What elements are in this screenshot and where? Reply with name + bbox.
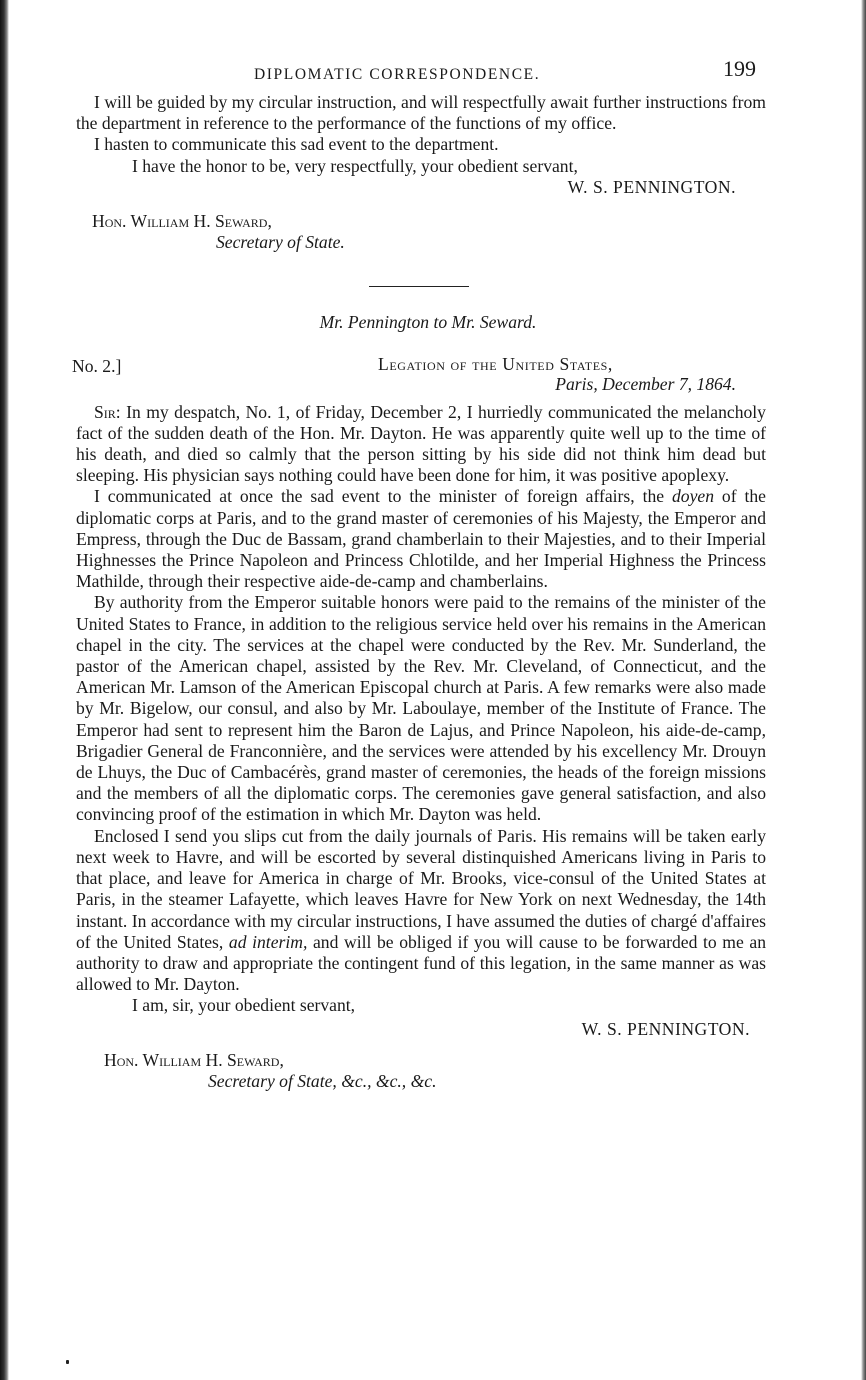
page-binding-edge [0,0,9,1380]
signature: W. S. PENNINGTON. [581,1018,750,1039]
letter-1-continuation [76,92,766,253]
italic-term: ad interim, [228,931,308,952]
page-number: 199 [723,56,756,81]
despatch-number: No. 2.] [72,355,122,376]
addressee-name: Hon. William H. Seward, [104,1049,284,1070]
ink-speck [66,1360,69,1364]
paragraph [76,402,766,487]
document-page [72,56,767,1092]
letter-2 [72,312,767,1092]
signature: W. S. PENNINGTON. [567,176,736,197]
letter-body [76,402,766,1093]
paragraph-text: Enclosed I send you slips cut from the daily journals of Paris. His remains will be taken early next week to Havre, and will be escorted by several distinquished Americans living in Paris to that place, and leave for America in charge of Mr. Brooks, vice-consul of the United States at Paris, in the steamer Lafayette, which leaves Havre for New York on next Wednesday, the 14th instant. In accordance with my circular instructions, I have assumed the duties of chargé d'affaires of the United States, [76,825,766,952]
paragraph: I hasten to communicate this sad event to the department. [94,134,499,155]
paragraph-text: and will be obliged if you will cause to be forwarded to me an authority to draw and appropriate the contingent fund of this legation, in the same manner as was allowed to Mr. Dayton. [76,931,767,995]
closing-line: I have the honor to be, very respectfully, your obedient servant, [132,155,578,176]
paragraph [76,486,766,592]
running-title: DIPLOMATIC CORRESPONDENCE. [254,66,541,83]
paragraph-text: In my despatch, No. 1, of Friday, December 2, I hurriedly communicated the melancholy fact of the sudden death of the Hon. Mr. Dayton. He was apparently quite well up to the time of his death, and died so calmly that the person sitting by his side did not think him dead but sleeping. His physician says nothing could have been done for him, it was positive apoplexy. [76,401,766,486]
legation-heading: Legation of the United States, [378,353,613,374]
page-header [76,58,766,92]
place-date: Paris, December 7, 1864. [555,373,736,394]
letter-meta [72,350,766,398]
salutation: Sir: [94,401,121,422]
addressee-title: Secretary of State. [216,232,345,253]
addressee-name: Hon. William H. Seward, [92,211,272,232]
paragraph: By authority from the Emperor suitable honors were paid to the remains of the minister of the United States to France, in addition to the religious service held over his remains in the American chapel in the city. The services at the chapel were conducted by the Rev. Mr. Sunderland, the pastor of the American chapel, assisted by the Rev. Mr. Cleveland, of Connecticut, and the American Mr. Lamson of the American Episcopal church at Paris. A few remarks were also made by Mr. Bigelow, our consul, and also by Mr. Laboulaye, member of the Institute of France. The Emperor had sent to represent him the Baron de Lajus, and Prince Napoleon, his aide-de-camp, Brigadier General de Franconnière, and the services were attended by his excellency Mr. Drouyn de Lhuys, the Duc of Cambacérès, grand master of ceremonies, the heads of the foreign missions and the members of all the diplomatic corps. The ceremonies gave general satisfaction, and also convincing proof of the estimation in which Mr. Dayton was held. [76,592,766,825]
section-divider [369,286,469,287]
paragraph: I will be guided by my circular instruction, and will respectfully await further instructions from the department in reference to the performance of the functions of my office. [76,92,766,134]
paragraph-text: of the diplomatic corps at Paris, and to the grand master of ceremonies of his Majesty, the Emperor and Empress, through the Duc de Bassam, grand chamberlain to their Majesties, and to their Imperial Highnesses the Prince Napoleon and Princess Chlotilde, and her Imperial Highness the Princess Mathilde, through their respective aide-de-camp and chamberlains. [76,486,766,592]
paragraph-text: I communicated at once the sad event to the minister of foreign affairs, the [94,486,665,507]
page-right-edge [861,0,866,1380]
closing-line: I am, sir, your obedient servant, [132,995,356,1016]
paragraph [76,826,766,996]
addressee-title: Secretary of State, &c., &c., &c. [208,1070,437,1091]
italic-term: doyen [671,486,714,507]
letter-title: Mr. Pennington to Mr. Seward. [319,312,537,333]
